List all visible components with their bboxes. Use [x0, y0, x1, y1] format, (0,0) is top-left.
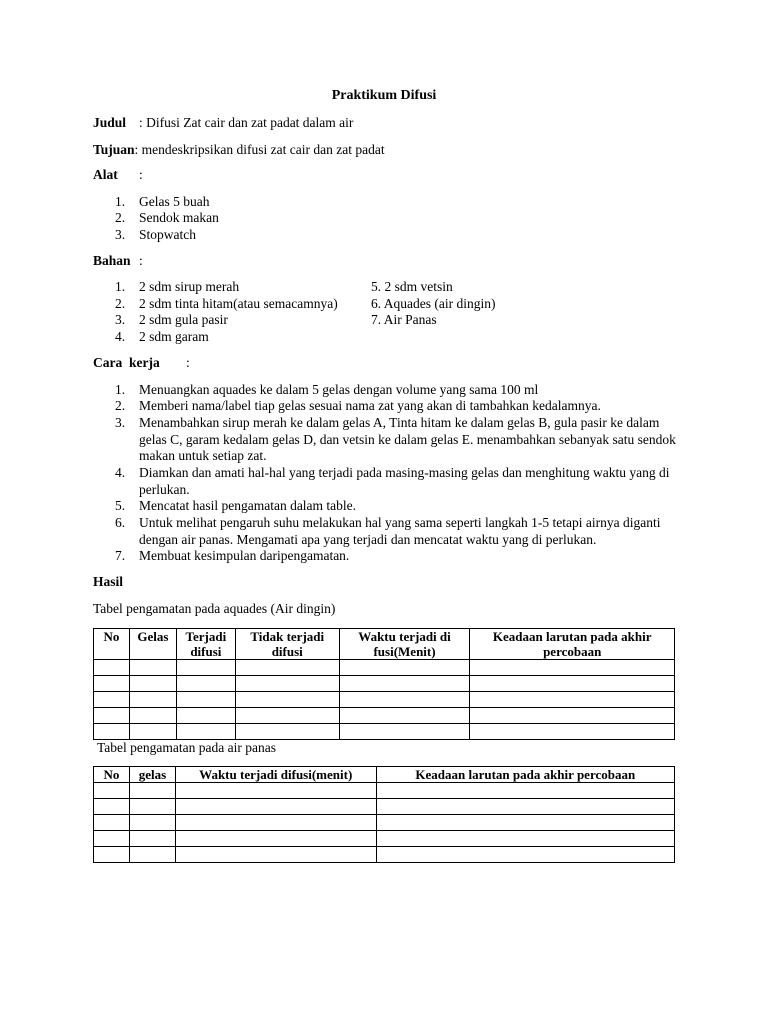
table-cell[interactable] — [94, 724, 130, 740]
list-item: Menambahkan sirup merah ke dalam gelas A, Tinta hitam ke dalam gelas B, gula pasir ke dalam gelas C, garam kedalam gelas D, dan vetsin ke dalam gelas E. menambahkan sebanyak satu sendok makan untuk setiap zat. — [139, 415, 676, 463]
table-row — [94, 676, 675, 692]
table-row — [94, 847, 675, 863]
table-cell[interactable] — [176, 708, 235, 724]
hasil-label-wrap — [93, 574, 123, 591]
table-cell[interactable] — [470, 692, 675, 708]
list-number: 1. — [115, 279, 126, 294]
table-cell[interactable] — [376, 799, 674, 815]
table-cell[interactable] — [176, 692, 235, 708]
table-cell[interactable] — [470, 660, 675, 676]
tujuan-row — [93, 142, 385, 159]
table-cell[interactable] — [175, 783, 376, 799]
table-cell[interactable] — [339, 676, 470, 692]
table-cell[interactable] — [94, 831, 130, 847]
table-cell[interactable] — [175, 799, 376, 815]
table-cell[interactable] — [176, 660, 235, 676]
list-number: 6. — [115, 515, 126, 530]
table-cell[interactable] — [129, 799, 175, 815]
table-air-panas — [93, 766, 675, 863]
alat-label: Alat — [93, 167, 118, 182]
table1-caption: Tabel pengamatan pada aquades (Air dingin) — [93, 601, 336, 616]
table-cell[interactable] — [235, 692, 339, 708]
table-cell[interactable] — [339, 708, 470, 724]
table-row — [94, 815, 675, 831]
list-number: 7. — [115, 548, 126, 563]
table-cell[interactable] — [175, 847, 376, 863]
table-cell[interactable] — [175, 815, 376, 831]
list-number: 3. — [115, 415, 126, 430]
table-header-cell: No — [94, 767, 130, 783]
list-item: Mencatat hasil pengamatan dalam table. — [139, 498, 357, 513]
list-item: 2 sdm tinta hitam(atau semacamnya) — [139, 296, 338, 311]
table-row — [94, 799, 675, 815]
table-cell[interactable] — [129, 815, 175, 831]
list-number: 4. — [115, 465, 126, 480]
list-number: 1. — [115, 194, 126, 209]
table-header-cell: Keadaan larutan pada akhir percobaan — [376, 767, 674, 783]
table-cell[interactable] — [94, 847, 130, 863]
judul-value: : Difusi Zat cair dan zat padat dalam air — [139, 115, 354, 130]
list-item: Sendok makan — [139, 210, 219, 225]
table-cell[interactable] — [470, 708, 675, 724]
judul-label: Judul — [93, 115, 127, 130]
table-cell[interactable] — [94, 783, 130, 799]
table-cell[interactable] — [94, 799, 130, 815]
table-cell[interactable] — [129, 847, 175, 863]
table-header-cell: Terjadi difusi — [176, 629, 235, 660]
table-cell[interactable] — [235, 724, 339, 740]
table-cell[interactable] — [339, 660, 470, 676]
list-item: 5. 2 sdm vetsin — [371, 279, 453, 294]
table-cell[interactable] — [235, 676, 339, 692]
table-cell[interactable] — [94, 692, 130, 708]
table-cell[interactable] — [376, 783, 674, 799]
table-cell[interactable] — [339, 692, 470, 708]
table-header-cell: Waktu terjadi difusi(menit) — [175, 767, 376, 783]
table-header-cell: Tidak terjadi difusi — [235, 629, 339, 660]
list-item: Menuangkan aquades ke dalam 5 gelas dengan volume yang sama 100 ml — [139, 382, 539, 397]
table-row — [94, 724, 675, 740]
table-cell[interactable] — [376, 847, 674, 863]
table-cell[interactable] — [129, 692, 176, 708]
table-cell[interactable] — [339, 724, 470, 740]
table-cell[interactable] — [129, 676, 176, 692]
table-header-cell: Gelas — [129, 629, 176, 660]
table-cell[interactable] — [235, 660, 339, 676]
table-cell[interactable] — [129, 831, 175, 847]
list-item: Untuk melihat pengaruh suhu melakukan hal yang sama seperti langkah 1-5 tetapi airnya diganti dengan air panas. Mengamati apa yang terjadi dan mencatat waktu yang di perlukan. — [139, 515, 661, 547]
alat-label-wrap — [93, 167, 118, 184]
table-header-cell: Waktu terjadi di fusi(Menit) — [339, 629, 470, 660]
judul-row — [93, 115, 126, 132]
table-row — [94, 660, 675, 676]
list-number: 5. — [115, 498, 126, 513]
tujuan-value: : mendeskripsikan difusi zat cair dan zat padat — [134, 142, 385, 157]
list-item: 2 sdm gula pasir — [139, 312, 228, 327]
table-cell[interactable] — [94, 815, 130, 831]
table-cell[interactable] — [176, 676, 235, 692]
table-cell[interactable] — [376, 815, 674, 831]
table-cell[interactable] — [94, 708, 130, 724]
list-number: 2. — [115, 210, 126, 225]
bahan-label-wrap — [93, 253, 131, 270]
cara-colon: : — [186, 355, 190, 370]
table-header-row — [94, 629, 675, 660]
cara-label-wrap — [93, 355, 160, 372]
list-item: Stopwatch — [139, 227, 196, 242]
tujuan-label: Tujuan — [93, 142, 135, 157]
table-row — [94, 692, 675, 708]
table2-caption: Tabel pengamatan pada air panas — [97, 740, 276, 755]
list-number: 3. — [115, 227, 126, 242]
table-header-row — [94, 767, 675, 783]
list-item: 7. Air Panas — [371, 312, 437, 327]
table-header-cell: Keadaan larutan pada akhir percobaan — [470, 629, 675, 660]
table-aquades — [93, 628, 675, 740]
cara-label: Cara kerja — [93, 355, 160, 370]
table-row — [94, 783, 675, 799]
table-cell[interactable] — [235, 708, 339, 724]
table-row — [94, 708, 675, 724]
list-number: 3. — [115, 312, 126, 327]
table-cell[interactable] — [470, 724, 675, 740]
page-title: Praktikum Difusi — [331, 88, 437, 103]
list-number: 2. — [115, 296, 126, 311]
alat-colon: : — [139, 167, 143, 182]
table-cell[interactable] — [129, 660, 176, 676]
list-number: 4. — [115, 329, 126, 344]
list-item: Gelas 5 buah — [139, 194, 210, 209]
list-item: 2 sdm garam — [139, 329, 209, 344]
hasil-label: Hasil — [93, 574, 124, 589]
list-item: Diamkan dan amati hal-hal yang terjadi pada masing-masing gelas dan menghitung waktu yang di perlukan. — [139, 465, 670, 497]
table-cell[interactable] — [129, 783, 175, 799]
table-header-cell: gelas — [129, 767, 175, 783]
list-item: Membuat kesimpulan daripengamatan. — [139, 548, 350, 563]
list-number: 2. — [115, 398, 126, 413]
table-row — [94, 831, 675, 847]
table-cell[interactable] — [129, 724, 176, 740]
table-cell[interactable] — [176, 724, 235, 740]
bahan-colon: : — [139, 253, 143, 268]
list-item: Memberi nama/label tiap gelas sesuai nama zat yang akan di tambahkan kedalamnya. — [139, 398, 601, 413]
table-header-cell: No — [94, 629, 130, 660]
table-cell[interactable] — [94, 676, 130, 692]
list-number: 1. — [115, 382, 126, 397]
bahan-label: Bahan — [93, 253, 131, 268]
table-cell[interactable] — [470, 676, 675, 692]
table-cell[interactable] — [376, 831, 674, 847]
table-cell[interactable] — [129, 708, 176, 724]
table-cell[interactable] — [175, 831, 376, 847]
table-cell[interactable] — [94, 660, 130, 676]
list-item: 2 sdm sirup merah — [139, 279, 240, 294]
list-item: 6. Aquades (air dingin) — [371, 296, 496, 311]
